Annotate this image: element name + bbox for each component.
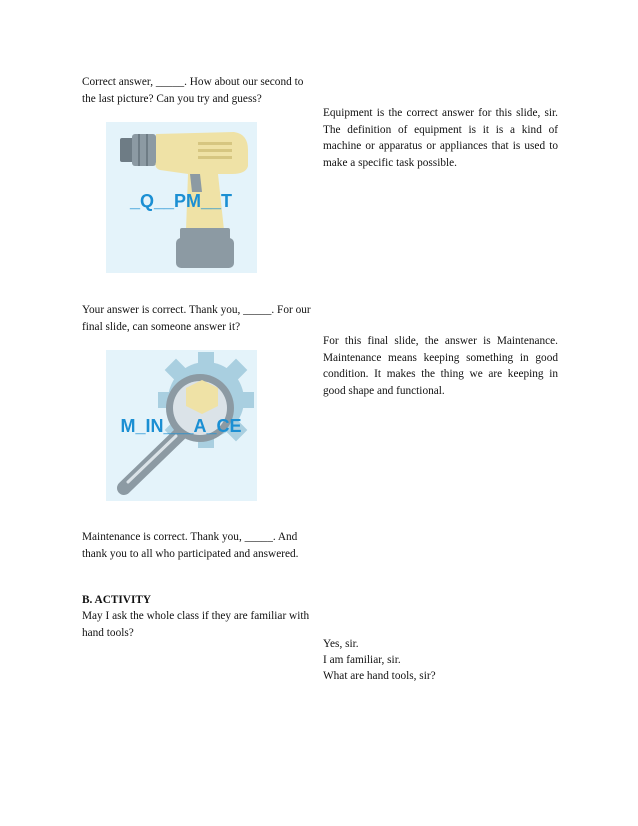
teacher-line-final-slide: Your answer is correct. Thank you, _____. For our final slide, can someone answer it? <box>82 304 311 333</box>
student-reply-question: What are hand tools, sir? <box>323 670 436 682</box>
drill-puzzle-image <box>106 122 257 273</box>
section-heading: B. ACTIVITY <box>82 594 152 606</box>
teacher-line-second-to-last: Correct answer, _____. How about our second to the last picture? Can you try and guess? <box>82 76 304 105</box>
student-reply-familiar: I am familiar, sir. <box>323 654 401 666</box>
drill-puzzle-text: _Q__PM__T <box>129 191 233 211</box>
wrench-gear-icon <box>106 350 257 501</box>
student-maintenance-answer: For this final slide, the answer is Maintenance. Maintenance means keeping something in good condition. It makes the thing we are keeping in good shape and functional. <box>323 335 558 397</box>
teacher-line-hand-tools: May I ask the whole class if they are familiar with hand tools? <box>82 610 310 639</box>
teacher-line-maintenance-correct: Maintenance is correct. Thank you, _____. And thank you to all who participated and answered. <box>82 531 299 560</box>
wrench-puzzle-text: M_IN___A_CE <box>120 416 242 436</box>
wrench-puzzle-image <box>106 350 257 501</box>
student-reply-yes: Yes, sir. <box>323 638 359 650</box>
power-drill-icon <box>106 122 257 273</box>
student-equipment-answer: Equipment is the correct answer for this slide, sir. The definition of equipment is it is a kind of machine or apparatus or appliances that is used to make a specific task possible. <box>323 107 558 169</box>
